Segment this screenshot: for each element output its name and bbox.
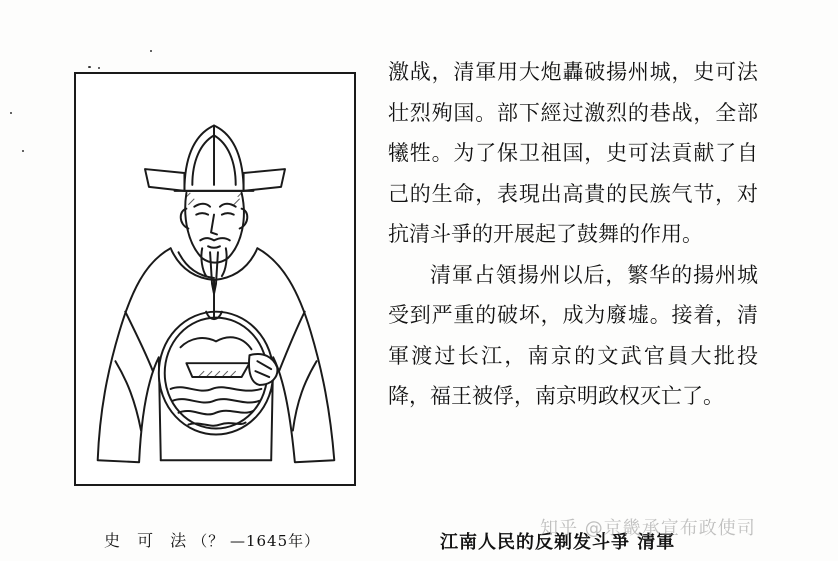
caption-dates: （？ —1645年） [192, 532, 321, 550]
ink-speck [88, 66, 91, 68]
caption-name: 史 可 法 [104, 531, 193, 550]
ink-speck [10, 112, 12, 114]
portrait-illustration [74, 72, 356, 486]
watermark-text: 知乎 @京畿承宣布政使司 [540, 518, 756, 539]
paragraph-1: 激战，清軍用大炮轟破揚州城，史可法壮烈殉国。部下經过激烈的巷战，全部犧牲。为了保卫祖国，史可法貢献了自己的生命，表現出高貴的民族气节，对抗清斗爭的开展起了鼓舞的作用。 [388, 60, 758, 246]
ink-speck [98, 67, 100, 69]
ink-speck [22, 150, 24, 152]
portrait-caption [104, 528, 320, 551]
section-heading: 江南人民的反剃发斗爭 清軍 [440, 532, 676, 553]
ink-speck [150, 50, 152, 52]
shi-kefa-portrait-drawing [76, 74, 354, 484]
paragraph-2: 清軍占領揚州以后，繁华的揚州城受到严重的破坏，成为廢墟。接着，清軍渡过长江，南京的文武官員大批投降，福王被俘，南京明政权灭亡了。 [388, 262, 758, 408]
body-text-column [388, 52, 758, 417]
